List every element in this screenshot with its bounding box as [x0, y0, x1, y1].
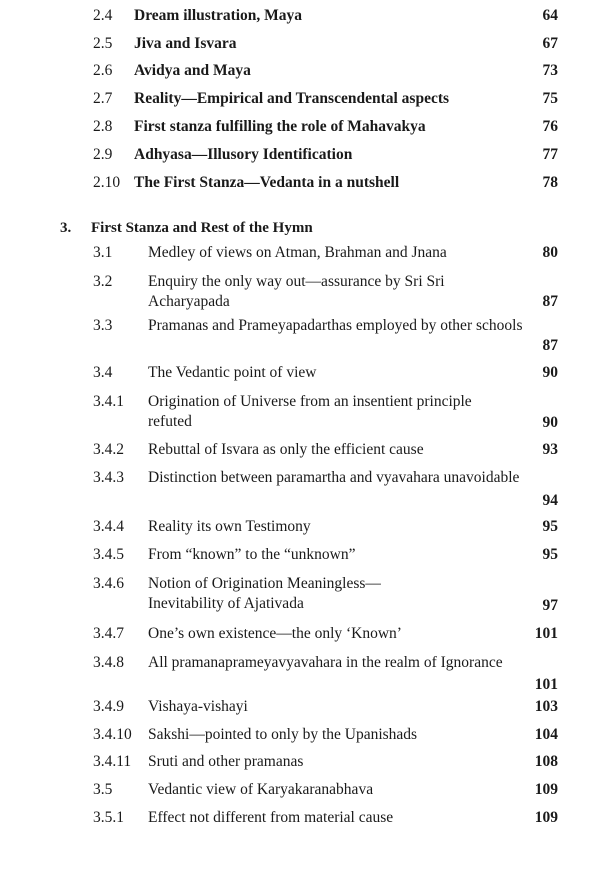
entry-number: 2.7 [93, 90, 113, 107]
entry-number: 2.8 [93, 118, 113, 135]
entry-number: 3.4.2 [93, 441, 124, 458]
entry-title: First stanza fulfilling the role of Mahavakya [134, 118, 426, 135]
entry-page: 93 [542, 441, 558, 458]
toc-entry [0, 725, 600, 745]
toc-entry [0, 6, 600, 26]
toc-entry [0, 34, 600, 54]
entry-page: 95 [542, 546, 558, 563]
toc-entry [0, 392, 600, 432]
chapter-number: 3. [60, 220, 72, 236]
entry-page: 75 [542, 90, 558, 107]
entry-page: 109 [534, 809, 558, 826]
entry-title: Reality—Empirical and Transcendental aspects [134, 90, 450, 107]
toc-entry [0, 517, 600, 537]
entry-title: Sruti and other pramanas [148, 753, 304, 770]
entry-title: Adhyasa—Illusory Identification [134, 146, 353, 163]
entry-title: Vishaya-vishayi [148, 698, 248, 715]
entry-page: 104 [534, 726, 558, 743]
entry-title: The First Stanza—Vedanta in a nutshell [134, 174, 400, 191]
entry-number: 3.4 [93, 364, 113, 381]
toc-entry [0, 272, 600, 312]
entry-page: 101 [534, 676, 558, 693]
entry-title: The Vedantic point of view [148, 364, 317, 381]
entry-title: Avidya and Maya [134, 62, 251, 79]
entry-title: Vedantic view of Karyakaranabhava [148, 781, 374, 798]
entry-page: 78 [542, 174, 558, 191]
entry-number: 3.5.1 [93, 809, 124, 826]
entry-title: Jiva and Isvara [134, 35, 237, 52]
entry-title: Distinction between paramartha and vyavahara unavoidable [148, 469, 520, 486]
entry-number: 3.2 [93, 273, 113, 290]
toc-entry [0, 363, 600, 383]
toc-entry [0, 808, 600, 828]
entry-title: Enquiry the only way out—assurance by Sri Sri Acharyapada [148, 273, 445, 310]
entry-page: 101 [534, 625, 558, 642]
toc-entry [0, 243, 600, 263]
entry-title: Medley of views on Atman, Brahman and Jnana [148, 244, 447, 261]
toc-entry [0, 697, 600, 717]
entry-number: 3.4.1 [93, 393, 124, 410]
entry-page: 87 [542, 293, 558, 310]
entry-page: 77 [542, 146, 558, 163]
entry-page: 108 [534, 753, 558, 770]
entry-page: 97 [542, 597, 558, 614]
entry-number: 3.4.3 [93, 469, 124, 486]
entry-page: 90 [542, 414, 558, 431]
entry-title: One’s own existence—the only ‘Known’ [148, 625, 402, 642]
toc-entry [0, 653, 600, 693]
entry-title: All pramanaprameyavyavahara in the realm of Ignorance [148, 654, 503, 671]
toc-entry [0, 316, 600, 356]
entry-title: From “known” to the “unknown” [148, 546, 356, 563]
toc-entry [0, 624, 600, 644]
chapter-heading [0, 218, 600, 238]
entry-title: Rebuttal of Isvara as only the efficient cause [148, 441, 424, 458]
entry-page: 90 [542, 364, 558, 381]
entry-title: Origination of Universe from an insentient principle refuted [148, 393, 472, 430]
entry-page: 103 [534, 698, 558, 715]
entry-number: 3.4.7 [93, 625, 124, 642]
toc-entry [0, 780, 600, 800]
toc-entry [0, 752, 600, 772]
toc-entry [0, 173, 600, 193]
entry-page: 87 [542, 337, 558, 354]
entry-page: 95 [542, 518, 558, 535]
entry-number: 3.4.11 [93, 753, 132, 770]
entry-number: 3.4.4 [93, 518, 124, 535]
toc-entry [0, 545, 600, 565]
chapter-title: First Stanza and Rest of the Hymn [91, 220, 313, 236]
toc-entry [0, 440, 600, 460]
entry-title: Sakshi—pointed to only by the Upanishads [148, 726, 418, 743]
entry-number: 2.9 [93, 146, 113, 163]
entry-title: Pramanas and Prameyapadarthas employed by other schools [148, 317, 523, 334]
entry-number: 2.5 [93, 35, 113, 52]
toc-entry [0, 117, 600, 137]
entry-title: Reality its own Testimony [148, 518, 311, 535]
entry-title: Notion of Origination Meaningless—Inevitability of Ajativada [148, 575, 381, 612]
entry-title: Effect not different from material cause [148, 809, 394, 826]
entry-number: 3.5 [93, 781, 113, 798]
entry-page: 109 [534, 781, 558, 798]
entry-number: 2.6 [93, 62, 113, 79]
entry-number: 3.4.10 [93, 726, 132, 743]
entry-number: 2.4 [93, 7, 113, 24]
toc-entry [0, 89, 600, 109]
entry-page: 73 [542, 62, 558, 79]
entry-number: 3.1 [93, 244, 113, 261]
toc-entry [0, 468, 600, 508]
entry-page: 80 [542, 244, 558, 261]
entry-page: 67 [542, 35, 558, 52]
entry-number: 3.3 [93, 317, 113, 334]
entry-number: 3.4.5 [93, 546, 124, 563]
entry-number: 2.10 [93, 174, 121, 191]
entry-page: 64 [542, 7, 558, 24]
entry-page: 94 [542, 492, 558, 509]
entry-number: 3.4.9 [93, 698, 124, 715]
toc-entry [0, 574, 600, 614]
entry-number: 3.4.8 [93, 654, 124, 671]
toc-entry [0, 61, 600, 81]
entry-number: 3.4.6 [93, 575, 124, 592]
entry-page: 76 [542, 118, 558, 135]
toc-entry [0, 145, 600, 165]
entry-title: Dream illustration, Maya [134, 7, 303, 24]
